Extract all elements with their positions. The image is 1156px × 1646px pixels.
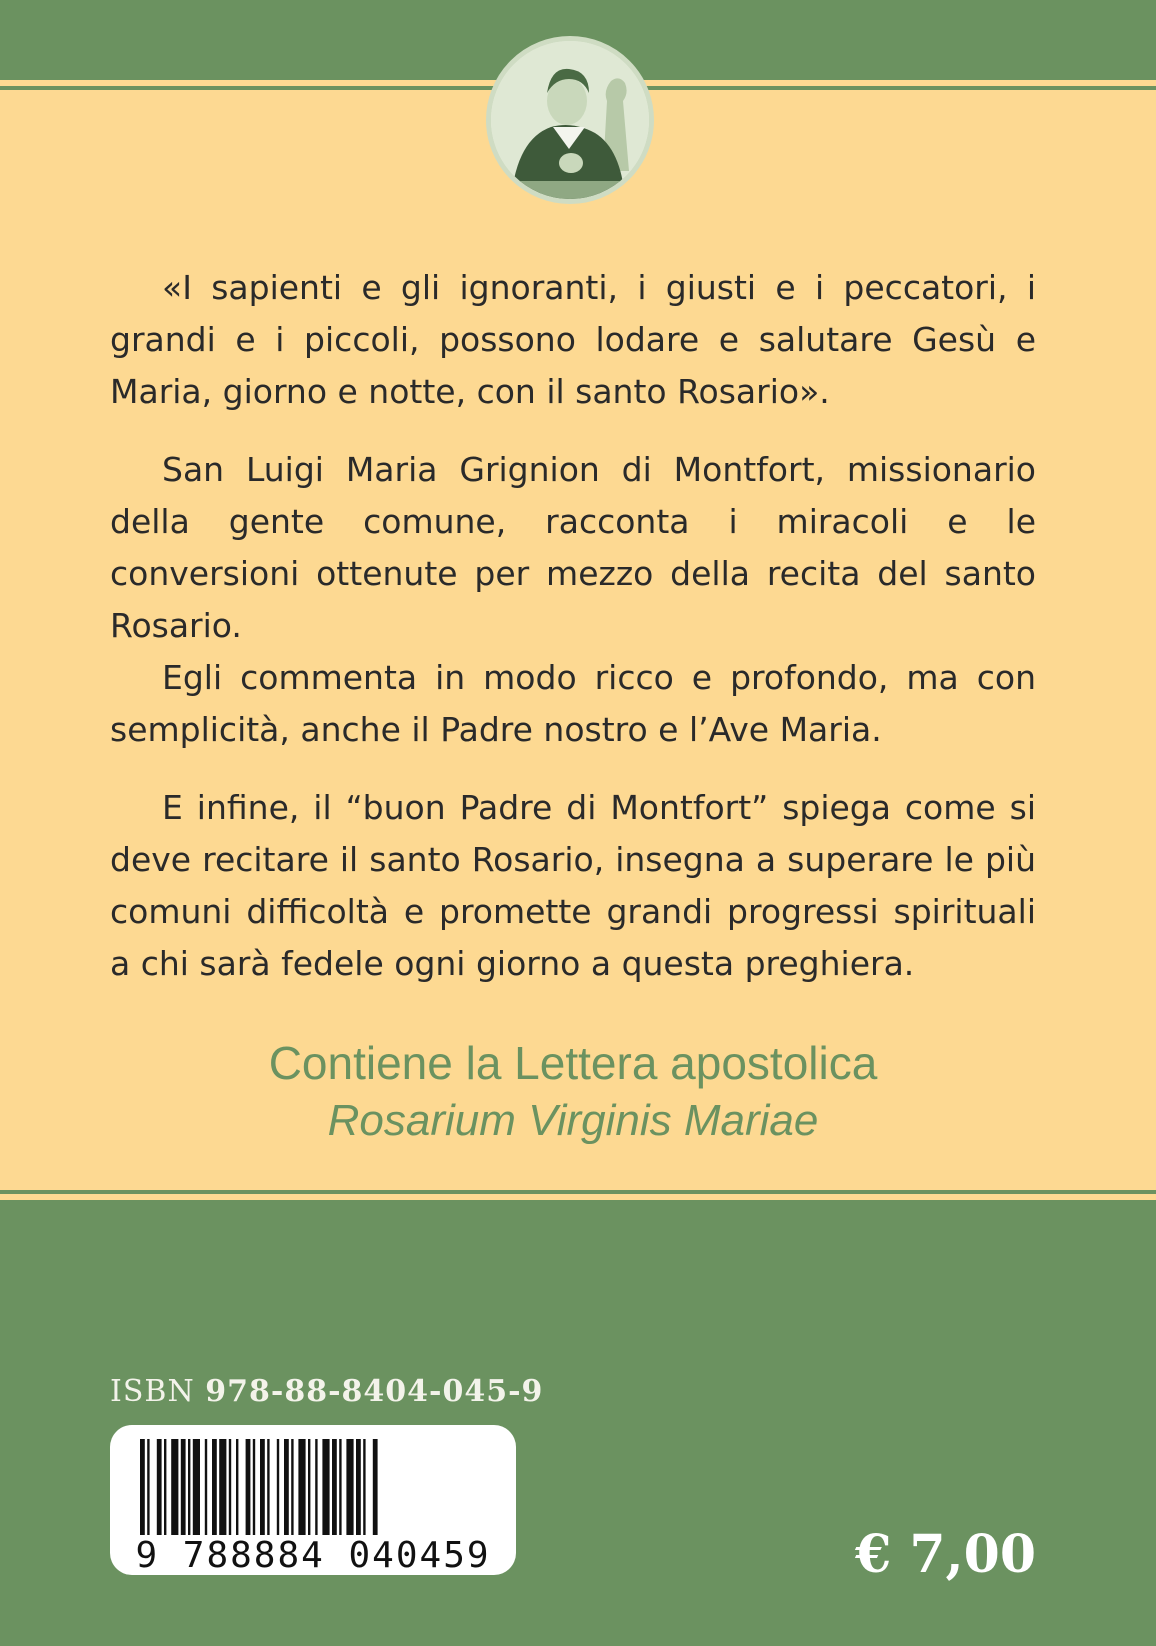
barcode-bar bbox=[229, 1439, 231, 1535]
barcode-bar bbox=[193, 1439, 200, 1535]
barcode-bar bbox=[147, 1439, 149, 1535]
barcode-bar bbox=[308, 1439, 310, 1535]
barcode-bar bbox=[277, 1439, 279, 1535]
barcode-bar bbox=[181, 1439, 186, 1535]
barcode-bar bbox=[236, 1439, 238, 1535]
contents-note-line1: Contiene la Lettera apostolica bbox=[268, 1037, 878, 1089]
barcode-bar bbox=[253, 1439, 255, 1535]
barcode-bar bbox=[291, 1439, 293, 1535]
barcode-bar bbox=[171, 1439, 178, 1535]
price-label: € 7,00 bbox=[855, 1524, 1036, 1585]
isbn-line bbox=[110, 1374, 543, 1409]
closing-paragraph: E infine, il “buon Padre di Montfort” spiega come si deve recitare il santo Rosario, insegna a superare le più comuni difficoltà e promette grandi progressi spirituali a chi sarà fedele ogni giorno a questa preghiera. bbox=[110, 788, 1036, 983]
contents-note bbox=[110, 1034, 1036, 1150]
bottom-rule bbox=[0, 1190, 1156, 1194]
barcode-bar bbox=[315, 1439, 317, 1535]
barcode-bar bbox=[332, 1439, 337, 1535]
quote-paragraph: «I sapienti e gli ignoranti, i giusti e i peccatori, i grandi e i piccoli, possono lodare e salutare Gesù e Maria, giorno e notte, con il santo Rosario». bbox=[110, 268, 1036, 411]
commentary-paragraph: Egli commenta in modo ricco e profondo, ma con semplicità, anche il Padre nostro e l’Ave Maria. bbox=[110, 658, 1036, 749]
barcode-bar bbox=[346, 1439, 353, 1535]
isbn-number: 978-88-8404-045-9 bbox=[205, 1374, 544, 1409]
barcode-bar bbox=[322, 1439, 329, 1535]
barcode-bar bbox=[339, 1439, 341, 1535]
saint-portrait-icon bbox=[491, 41, 649, 199]
barcode-bar bbox=[267, 1439, 269, 1535]
contents-note-title: Rosarium Virginis Mariae bbox=[327, 1096, 819, 1145]
barcode-bar bbox=[205, 1439, 207, 1535]
barcode-bar bbox=[164, 1439, 166, 1535]
barcode-bar bbox=[219, 1439, 226, 1535]
isbn-label: ISBN bbox=[110, 1374, 195, 1409]
barcode-bar bbox=[157, 1439, 162, 1535]
barcode-bar bbox=[298, 1439, 305, 1535]
barcode-digits: 9 788884 040459 bbox=[135, 1535, 491, 1575]
barcode-bar bbox=[140, 1439, 145, 1535]
barcode-bar bbox=[212, 1439, 217, 1535]
barcode-bar bbox=[188, 1439, 190, 1535]
barcode-bar bbox=[363, 1439, 365, 1535]
author-paragraph: San Luigi Maria Grignion di Montfort, missionario della gente comune, racconta i miracoli e le conversioni ottenute per mezzo della recita del santo Rosario. bbox=[110, 450, 1036, 645]
barcode-bar bbox=[284, 1439, 289, 1535]
barcode-bar bbox=[260, 1439, 265, 1535]
saint-portrait-medallion bbox=[486, 36, 654, 204]
barcode-bar bbox=[246, 1439, 251, 1535]
barcode-bar bbox=[373, 1439, 378, 1535]
barcode bbox=[110, 1425, 516, 1575]
back-cover-text bbox=[110, 262, 1036, 990]
barcode-bar bbox=[356, 1439, 361, 1535]
